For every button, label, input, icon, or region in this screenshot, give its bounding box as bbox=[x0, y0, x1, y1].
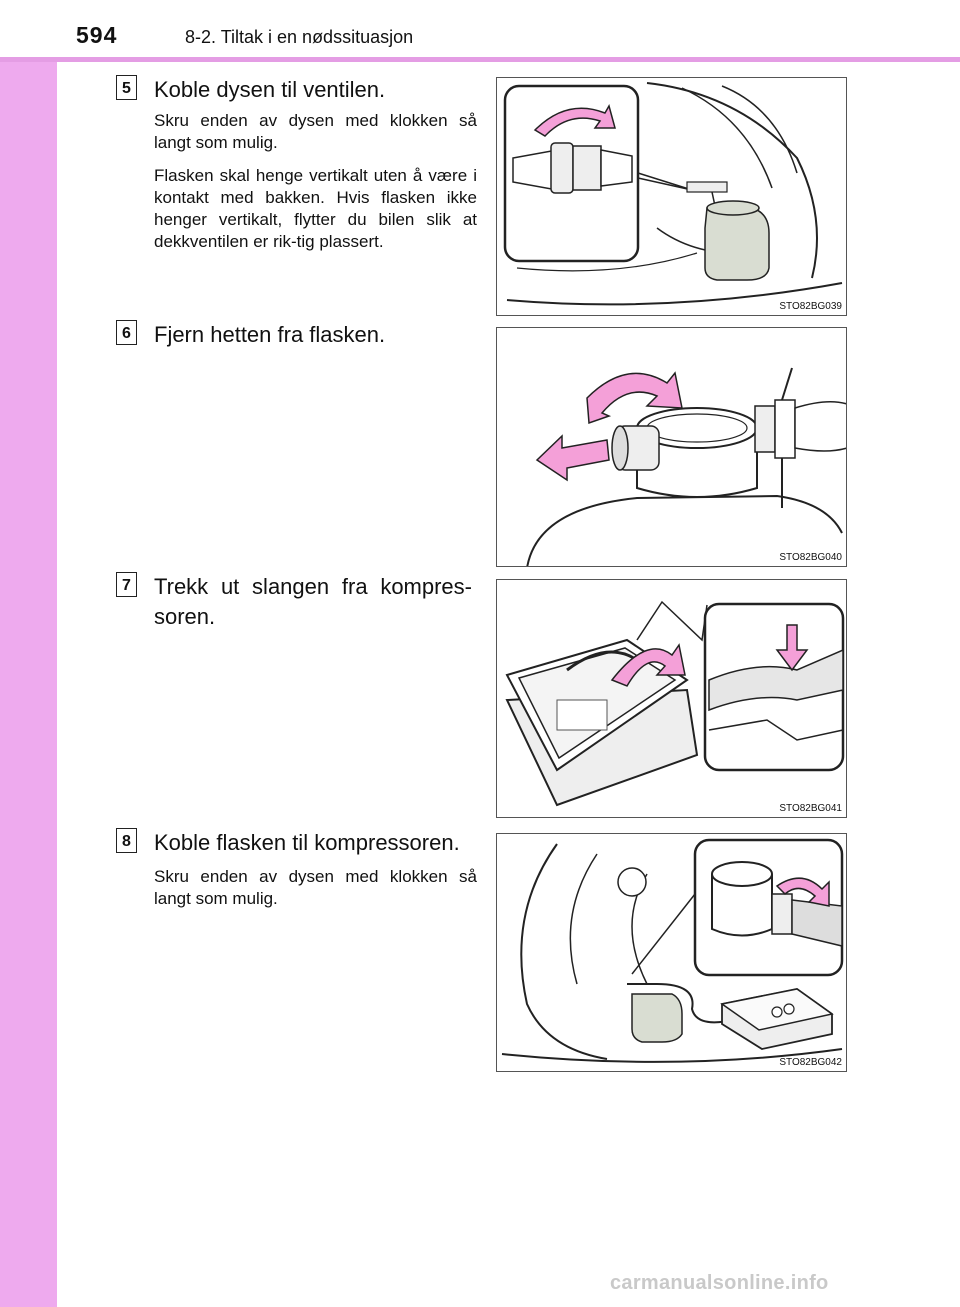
page-number: 594 bbox=[76, 22, 118, 48]
step-7 bbox=[116, 572, 472, 642]
step-6 bbox=[116, 320, 472, 380]
step-paragraph: Skru enden av dysen med klokken så langt som mulig. bbox=[154, 867, 477, 908]
figure-connect-nozzle-to-valve bbox=[496, 77, 847, 316]
illustration-bottle-compressor bbox=[497, 834, 847, 1072]
step-number-badge: 5 bbox=[116, 75, 137, 100]
figure-remove-bottle-cap bbox=[496, 327, 847, 567]
figure-code: STO82BG042 bbox=[779, 1057, 842, 1068]
header-rule bbox=[0, 57, 960, 62]
step-paragraph: Skru enden av dysen med klokken så langt som mulig. bbox=[154, 111, 477, 152]
figure-connect-bottle-to-compressor bbox=[496, 833, 847, 1072]
figure-pull-hose-from-compressor bbox=[496, 579, 847, 818]
header-band bbox=[0, 0, 960, 57]
step-heading: Koble dysen til ventilen. bbox=[154, 77, 386, 102]
step-8 bbox=[116, 828, 477, 918]
section-title: 8-2. Tiltak i en nødssituasjon bbox=[185, 27, 414, 47]
illustration-remove-cap bbox=[497, 328, 847, 567]
step-paragraph: Flasken skal henge vertikalt uten å være i kontakt med bakken. Hvis flasken ikke henger vertikalt, flytter du bilen slik at dekkventilen er rik-tig plassert. bbox=[154, 166, 477, 251]
step-number-badge: 6 bbox=[116, 320, 137, 345]
figure-code: STO82BG041 bbox=[779, 803, 842, 814]
sidebar-band bbox=[0, 0, 57, 1307]
step-number-badge: 7 bbox=[116, 572, 137, 597]
step-heading: Trekk ut slangen fra kompres-soren. bbox=[154, 574, 472, 629]
figure-code: STO82BG040 bbox=[779, 552, 842, 563]
step-5 bbox=[116, 75, 477, 305]
illustration-compressor-hose bbox=[497, 580, 847, 818]
step-heading: Koble flasken til kompressoren. bbox=[154, 830, 460, 855]
step-heading: Fjern hetten fra flasken. bbox=[154, 322, 386, 347]
step-number-badge: 8 bbox=[116, 828, 137, 853]
illustration-nozzle-valve bbox=[497, 78, 847, 316]
figure-code: STO82BG039 bbox=[779, 301, 842, 312]
watermark: carmanualsonline.info bbox=[610, 1272, 829, 1294]
